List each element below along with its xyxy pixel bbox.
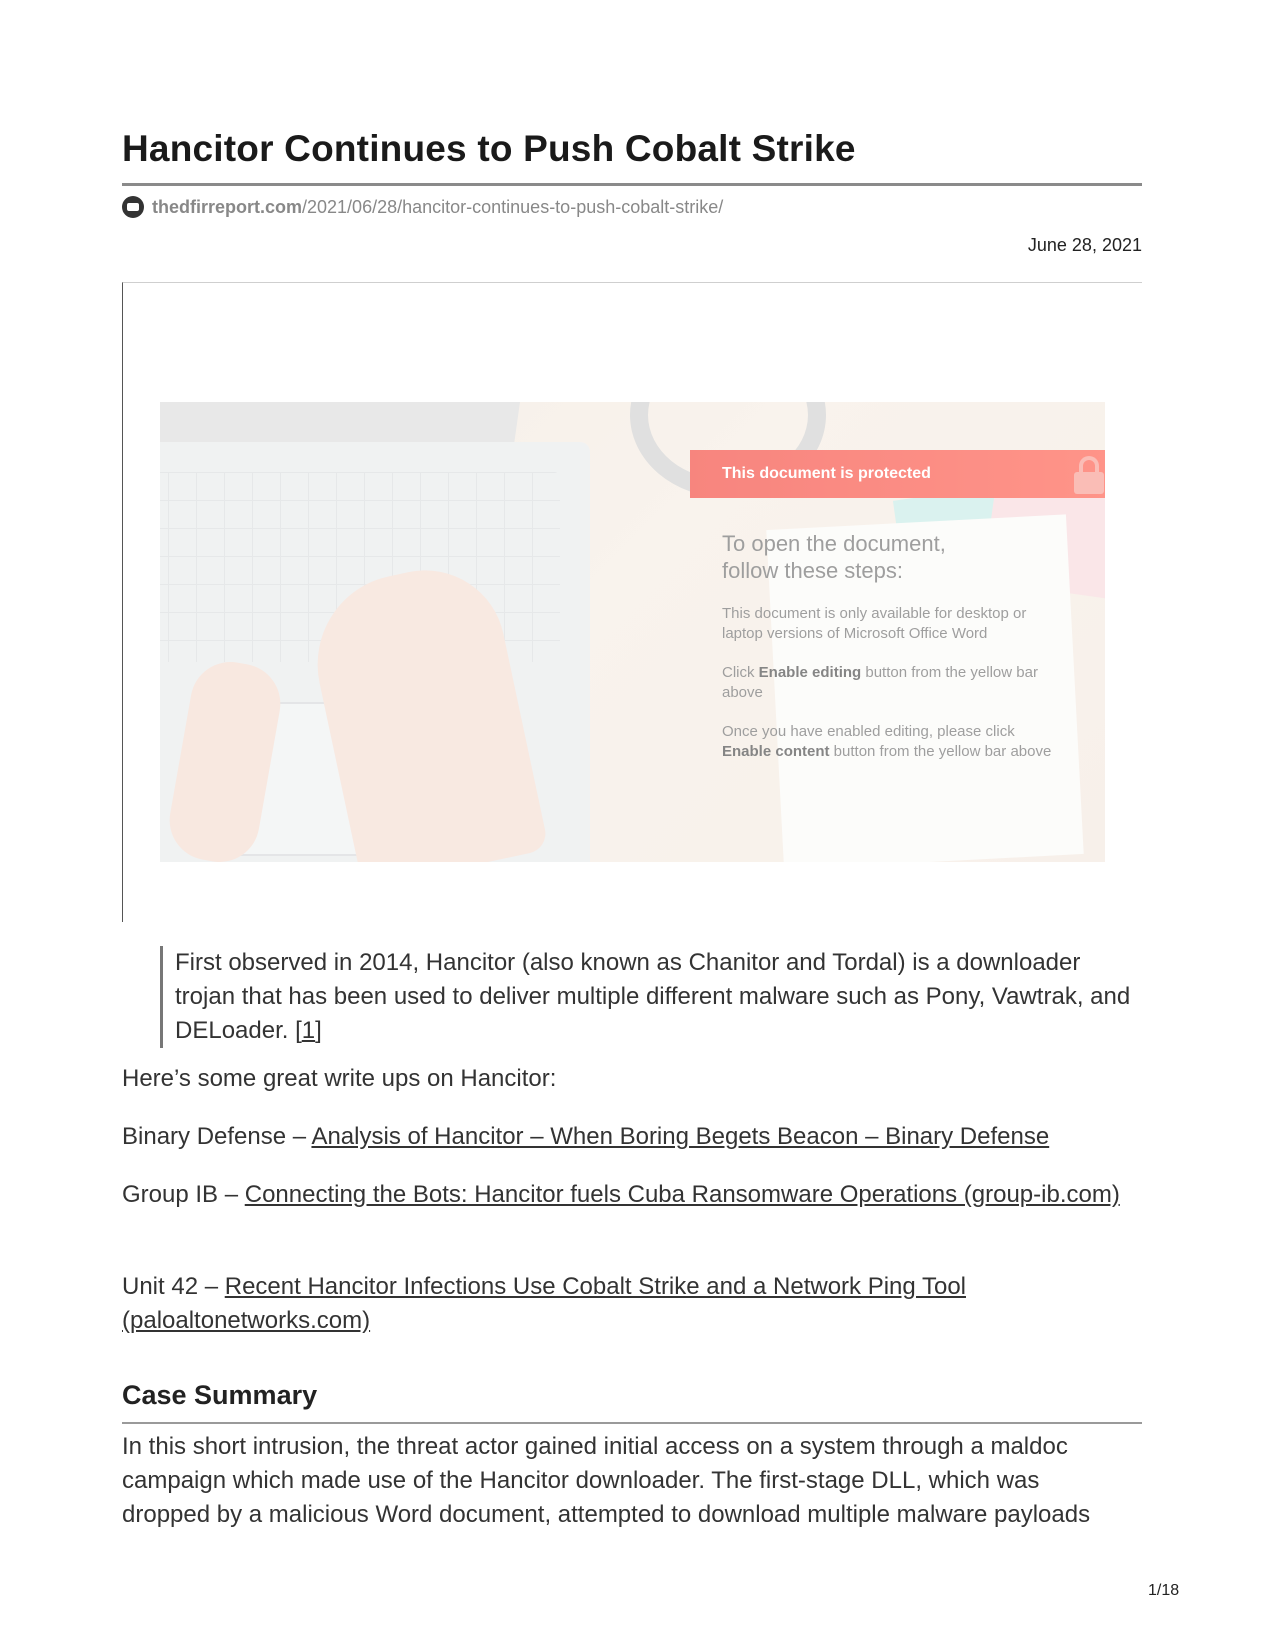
protected-banner [690, 450, 1105, 498]
lure-heading: To open the document, follow these steps: [722, 531, 946, 583]
banner-text: This document is protected [722, 465, 931, 482]
source-url[interactable] [122, 196, 723, 218]
intro-blockquote: First observed in 2014, Hancitor (also known as Chanitor and Tordal) is a downloader trojan that has been used to deliver multiple different malware such as Pony, Vawtrak, and DELoader. [1] [160, 946, 1135, 1048]
maldoc-lure-image [160, 402, 1105, 862]
case-summary-heading: Case Summary [122, 1380, 318, 1410]
writeups-intro: Here’s some great write ups on Hancitor: [122, 1065, 557, 1092]
writeup-item-group-ib: Group IB – Connecting the Bots: Hancitor fuels Cuba Ransomware Operations (group-ib.com) [122, 1181, 1120, 1208]
source-domain: thedfirreport.com [152, 196, 303, 217]
section-divider [122, 1422, 1142, 1424]
site-favicon-icon [122, 196, 144, 218]
writeup-item-binary-defense: Binary Defense – Analysis of Hancitor – When Boring Begets Beacon – Binary Defense [122, 1123, 1050, 1150]
writeup-link-group-ib[interactable]: Connecting the Bots: Hancitor fuels Cuba Ransomware Operations (group-ib.com) [244, 1181, 1120, 1208]
article-title: Hancitor Continues to Push Cobalt Strike [122, 128, 856, 169]
lure-step-3: Once you have enabled editing, please click Enable content button from the yellow bar above [722, 723, 1052, 760]
reference-link[interactable]: 1 [301, 1017, 316, 1044]
publish-date: June 28, 2021 [1027, 235, 1142, 255]
lure-instructions [722, 530, 1052, 781]
source-path: /2021/06/28/hancitor-continues-to-push-cobalt-strike/ [302, 196, 724, 217]
lure-step-2: Click Enable editing button from the yellow bar above [722, 664, 1038, 701]
title-divider [122, 183, 1142, 186]
writeup-link-unit42[interactable]: Recent Hancitor Infections Use Cobalt Strike and a Network Ping Tool (paloaltonetworks.com) [122, 1273, 966, 1334]
lock-icon [1074, 456, 1104, 492]
case-summary-text: In this short intrusion, the threat actor gained initial access on a system through a maldoc campaign which made use of the Hancitor downloader. The first-stage DLL, which was dropped by a malicious Word document, attempted to download multiple malware payloads [122, 1433, 1091, 1528]
writeup-link-binary-defense[interactable]: Analysis of Hancitor – When Boring Begets Beacon – Binary Defense [311, 1123, 1050, 1150]
lure-step-1: This document is only available for desktop or laptop versions of Microsoft Office Word [722, 605, 1027, 642]
writeup-item-unit42: Unit 42 – Recent Hancitor Infections Use Cobalt Strike and a Network Ping Tool (paloaltonetworks.com) [122, 1273, 966, 1334]
page-number: 1/18 [1148, 1582, 1180, 1599]
